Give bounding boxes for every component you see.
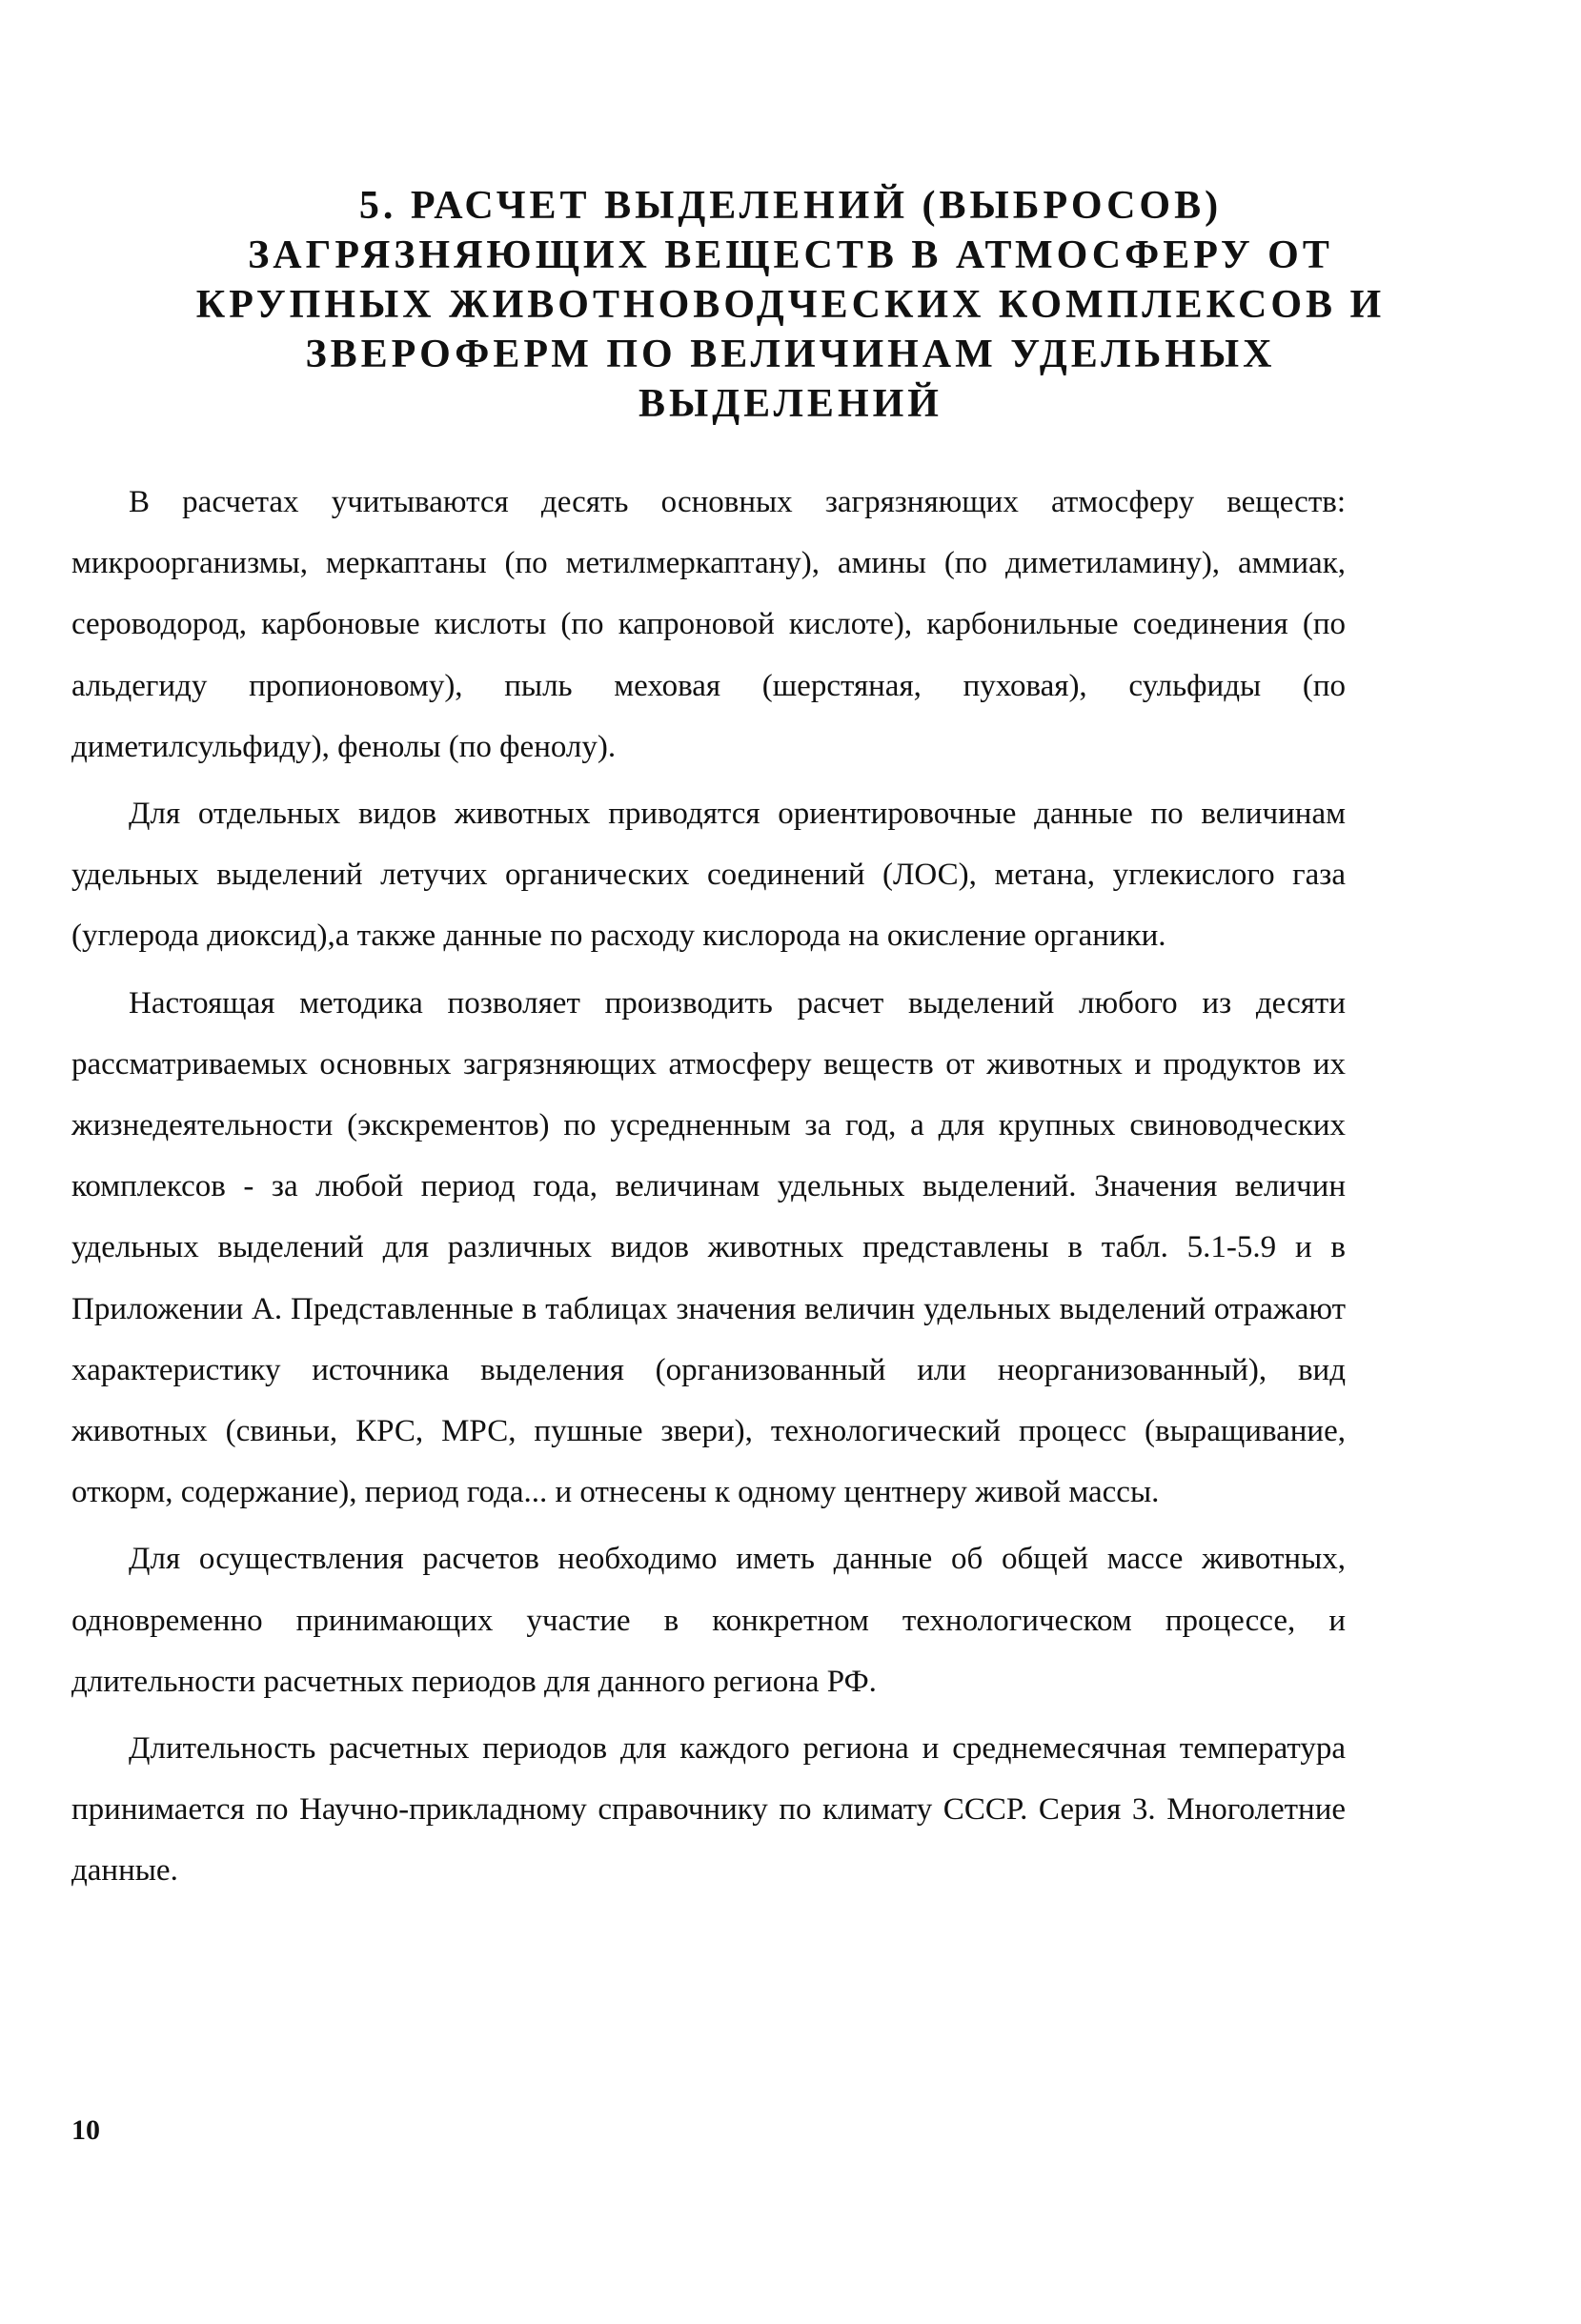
page-number: 10 bbox=[71, 2114, 100, 2146]
heading-line: КРУПНЫХ ЖИВОТНОВОДЧЕСКИХ КОМПЛЕКСОВ И bbox=[195, 283, 1386, 327]
heading-line: 5. РАСЧЕТ ВЫДЕЛЕНИЙ (ВЫБРОСОВ) bbox=[358, 184, 1223, 228]
paragraph: Настоящая методика позволяет производить расчет выделений любого из десяти рассматриваемых основных загрязняющих атмосферу веществ от животных и продуктов их жизнедеятельности (экскрементов) по усредненным за год, а для крупных свиноводческих комплексов - за любой период года, величинам удельных выделений. Значения величин удельных выделений для различных видов животных представлены в табл. 5.1-5.9 и в Приложении А. Представленные в таблицах значения величин удельных выделений отражают характеристику источника выделения (организованный или неорганизованный), вид животных (свиньи, КРС, МРС, пушные звери), технологический процесс (выращивание, откорм, содержание), период года... и отнесены к одному центнеру живой массы. bbox=[71, 985, 1346, 1510]
body-text bbox=[71, 472, 1346, 1908]
heading-line: ВЫДЕЛЕНИЙ bbox=[638, 382, 943, 426]
paragraph: Для отдельных видов животных приводятся ориентировочные данные по величинам удельных выделений летучих органических соединений (ЛОС), метана, углекислого газа (углерода диоксид),а также данные по расходу кислорода на окисление органики. bbox=[71, 797, 1346, 954]
paragraph: Длительность расчетных периодов для каждого региона и среднемесячная температура принимается по Научно-прикладному справочнику по климату СССР. Серия 3. Многолетние данные. bbox=[71, 1731, 1346, 1889]
heading-line: ЗВЕРОФЕРМ ПО ВЕЛИЧИНАМ УДЕЛЬНЫХ bbox=[305, 333, 1276, 376]
heading-line: ЗАГРЯЗНЯЮЩИХ ВЕЩЕСТВ В АТМОСФЕРУ ОТ bbox=[248, 233, 1333, 277]
paragraph: Для осуществления расчетов необходимо иметь данные об общей массе животных, одновременно принимающих участие в конкретном технологическом процессе, и длительности расчетных периодов для данного региона РФ. bbox=[71, 1542, 1346, 1699]
paragraph: В расчетах учитываются десять основных загрязняющих атмосферу веществ: микроорганизмы, меркаптаны (по метилмеркаптану), амины (по диметиламину), аммиак, сероводород, карбоновые кислоты (по капроновой кислоте), карбонильные соединения (по альдегиду пропионовому), пыль меховая (шерстяная, пуховая), сульфиды (по диметилсульфиду), фенолы (по фенолу). bbox=[71, 485, 1346, 764]
section-heading bbox=[95, 181, 1486, 429]
